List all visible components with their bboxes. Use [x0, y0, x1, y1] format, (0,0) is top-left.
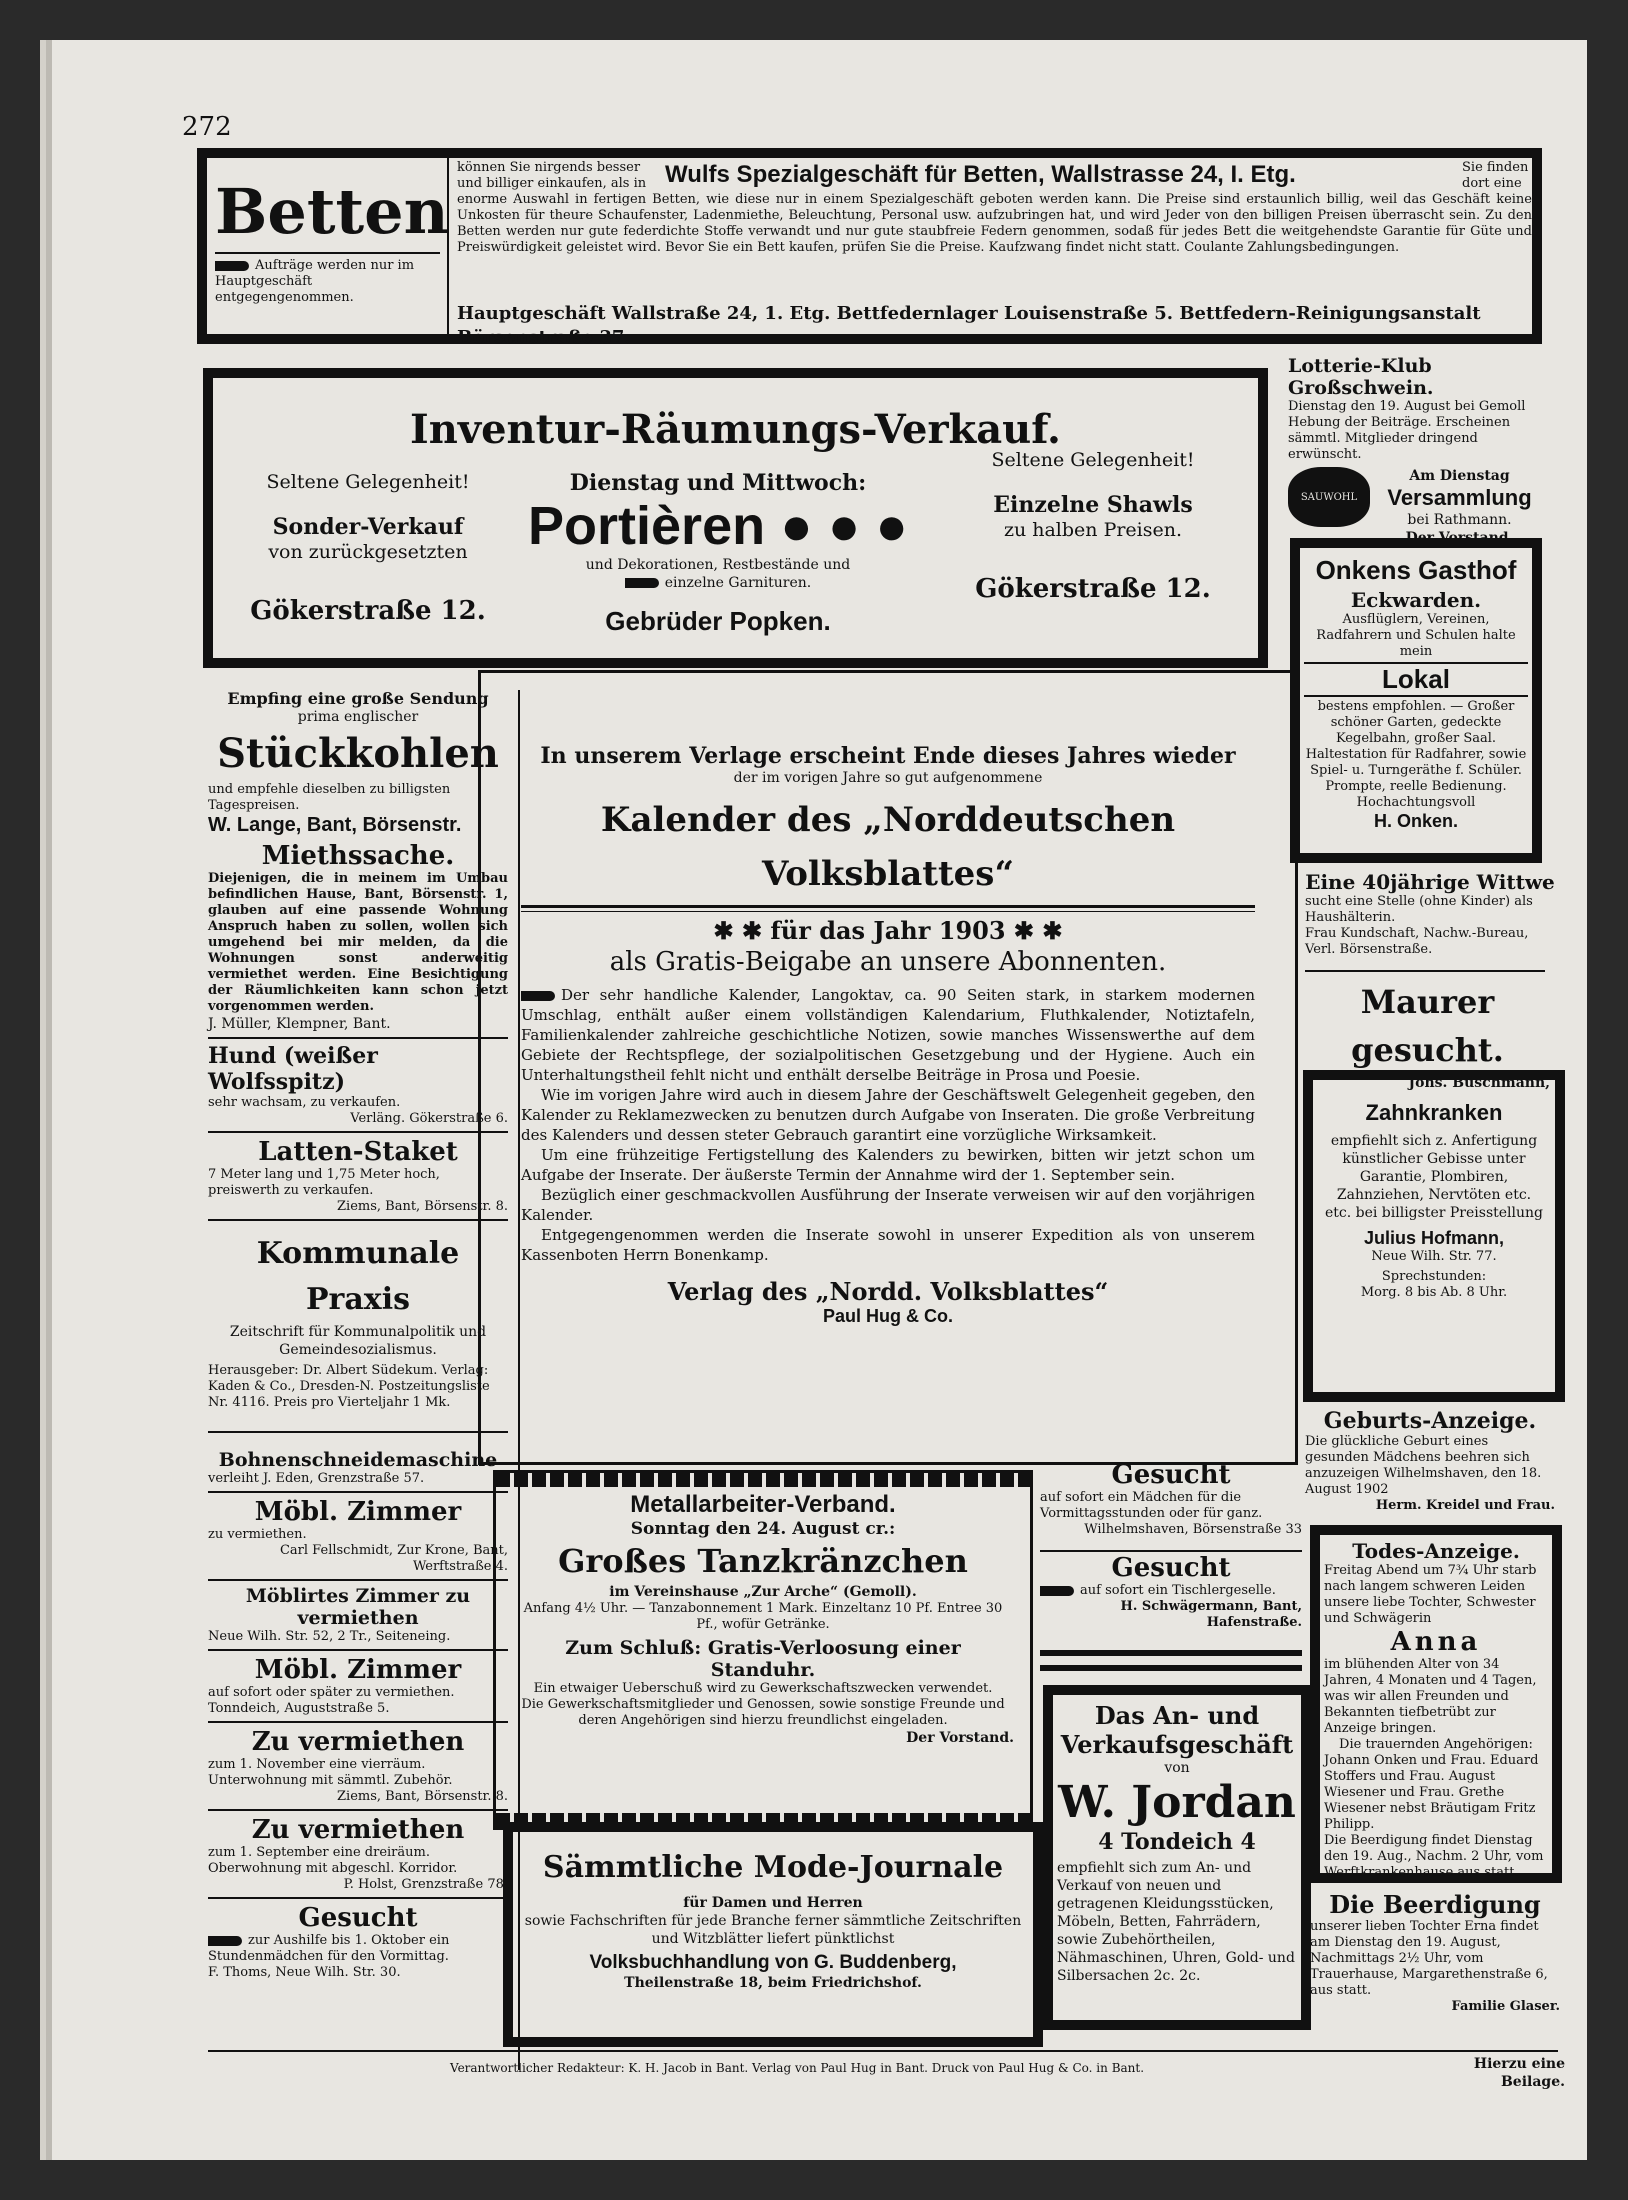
dots-ornament: ● ● ● — [780, 496, 908, 556]
moebl3-text: auf sofort oder später zu vermiethen. Tonndeich, Auguststraße 5. — [208, 1685, 455, 1716]
gesucht3-ad — [1040, 1553, 1302, 1645]
inventur-center-big: Portièren — [528, 496, 766, 556]
kohlen-text: und empfehle dieselben zu billigsten Tagespreisen. — [208, 782, 451, 813]
zahn-title: Zahnkranken — [1365, 1100, 1503, 1125]
kalender-p5: Entgegengenommen werden die Inserate sowohl in unserer Expedition als von unserem Kassenboten Herrn Bonenkamp. — [521, 1226, 1255, 1264]
pointing-hand-icon — [625, 578, 659, 588]
witwe-name: Frau Kundschaft, Nachw.-Bureau, Verl. Börsenstraße. — [1305, 926, 1529, 957]
onken-title: Onkens Gasthof — [1315, 555, 1517, 585]
miethssache-name: J. Müller, Klempner, Bant. — [208, 1016, 391, 1032]
zahn-addr: Neue Wilh. Str. 77. — [1371, 1249, 1497, 1264]
inventur-title: Inventur-Räumungs-Verkauf. — [410, 406, 1061, 453]
todes-ad — [1310, 1525, 1562, 1883]
todes-text2: im blühenden Alter von 34 Jahren, 4 Monaten und 4 Tagen, was wir allen Freunden und Bekannten tiefbetrübt zur Anzeige bringen. — [1324, 1657, 1537, 1736]
jordan-text: empfiehlt sich zum An- und Verkauf von neuen und getragenen Kleidungsstücken, Möbeln, Betten, Fahrrädern, sowie Zubehörtheilen, Nähmaschinen, Uhren, Gold- und Silbersachen 2c. 2c. — [1057, 1860, 1295, 1984]
inventur-center-top: Dienstag und Mittwoch: — [569, 470, 867, 496]
footer-text: Verantwortlicher Redakteur: K. H. Jacob in Bant. Verlag von Paul Hug in Bant. Druck von Paul Hug & Co. in Bant. — [450, 2061, 1145, 2075]
mode-title: Sämmtliche Mode-Journale — [542, 1850, 1004, 1885]
geburt-name: Herm. Kreidel und Frau. — [1375, 1498, 1555, 1513]
inventur-center-sub1: und Dekorationen, Restbestände und — [585, 557, 851, 573]
kalender-l2: der im vorigen Jahre so gut aufgenommene — [733, 770, 1043, 786]
kalender-sig: Verlag des „Nordd. Volksblattes“ — [667, 1277, 1109, 1306]
miethssache-title: Miethssache. — [261, 841, 455, 871]
inventur-right-addr: Gökerstraße 12. — [975, 574, 1211, 604]
onken-place: Eckwarden. — [1350, 588, 1482, 612]
mode-addr: Theilenstraße 18, beim Friedrichshof. — [624, 1975, 922, 1991]
onken-intro: Ausflüglern, Vereinen, Radfahrern und Schulen halte mein — [1316, 612, 1516, 659]
onken-name: H. Onken. — [1373, 811, 1458, 831]
praxis-title: Kommunale Praxis — [256, 1236, 460, 1317]
inventur-left-mid: Sonder-Verkauf — [272, 514, 464, 540]
metall-date: Sonntag den 24. August cr.: — [630, 1519, 896, 1539]
betten-lead: können Sie nirgends besser und billiger einkaufen, als in — [457, 160, 647, 191]
moebl2-title: Möblirtes Zimmer zu vermiethen — [245, 1585, 471, 1629]
jordan-name: W. Jordan — [1058, 1777, 1296, 1828]
beerdigung-text: unserer lieben Tochter Erna findet am Dienstag den 19. August, Nachmittags 2½ Uhr, vom Trauerhause, Margarethenstraße 6, aus statt. — [1310, 1919, 1548, 1998]
metall-n1: Ein etwaiger Ueberschuß wird zu Gewerkschaftszwecken verwendet. — [533, 1681, 993, 1696]
pig-logo-icon: SAUWOHL — [1288, 467, 1370, 527]
footer-right: Hierzu eine Beilage. — [1473, 2056, 1565, 2090]
pointing-hand-icon — [1040, 1586, 1074, 1596]
jordan-l1: Das An- und — [1094, 1701, 1260, 1730]
mode-firm: Volksbuchhandlung von G. Buddenberg, — [589, 1952, 957, 1973]
lotterie-title: Lotterie-Klub Großschwein. — [1288, 355, 1434, 399]
zahn-name: Julius Hofmann, — [1363, 1228, 1504, 1248]
metall-sig: Der Vorstand. — [906, 1730, 1014, 1746]
onken-lokal: Lokal — [1304, 662, 1528, 697]
kalender-title: Kalender des „Norddeutschen Volksblattes“ — [600, 800, 1176, 894]
verm1-name: Ziems, Bant, Börsenstr. 8. — [337, 1789, 508, 1804]
geburt-ad — [1305, 1408, 1555, 1523]
betten-title: Betten — [215, 175, 449, 248]
zahn-text: empfiehlt sich z. Anfertigung künstlicher Gebisse unter Garantie, Plombiren, Zahnziehen, Nervtöten etc. etc. bei billigster Preisstellung — [1324, 1133, 1543, 1221]
zahn-hours-label: Sprechstunden: — [1381, 1269, 1487, 1284]
lotterie-r4: Der Vorstand. — [1405, 530, 1514, 546]
todes-text: Freitag Abend um 7¾ Uhr starb nach langem schweren Leiden unsere liebe Tochter, Schwester und Schwägerin — [1324, 1563, 1537, 1626]
kalender-p2: Wie im vorigen Jahre wird auch in diesem Jahre der Geschäftswelt Gelegenheit gegeben, den Kalender zu Reklamezwecken zu benutzen durch Aufgabe von Inseraten. Die große Verbreitung des Kalenders und dessen steter Gebrauch garantirt eine vorzügliche Wirksamkeit. — [521, 1086, 1255, 1144]
metall-event: Großes Tanzkränzchen — [558, 1542, 968, 1580]
witwe-title: Eine 40jährige Wittwe — [1305, 870, 1555, 894]
pointing-hand-icon — [215, 261, 249, 271]
gesucht1-text: zur Aushilfe bis 1. Oktober ein Stundenmädchen für den Vormittag. — [208, 1933, 450, 1964]
moebl1-name: Carl Fellschmidt, Zur Krone, Bant, Werftstraße 4. — [279, 1543, 508, 1574]
witwe-ad — [1305, 870, 1555, 970]
witwe-text: sucht eine Stelle (ohne Kinder) als Haushälterin. — [1305, 894, 1533, 925]
mode-sub: für Damen und Herren — [683, 1895, 863, 1911]
inventur-center-sub2: einzelne Garnituren. — [664, 575, 812, 591]
page-number: 272 — [182, 112, 232, 142]
betten-right: Sie finden dort eine — [1462, 160, 1529, 191]
moebl1-text: zu vermiethen. — [208, 1527, 307, 1542]
bohnen-title: Bohnenschneidemaschine — [218, 1449, 498, 1471]
inventur-center-firm: Gebrüder Popken. — [605, 606, 831, 636]
maurer-ad — [1305, 978, 1550, 1091]
betten-text: enorme Auswahl in fertigen Betten, wie diese nur in einem Spezialgeschäft geboten werden kann. Die Preise sind erstaunlich billig, weil das Geschäft keine Unkosten für theure Schaufenster, Ladenmiethe, Beleuchtung, Personal usw. aufzubringen hat, und wird Jeder von den billigen Preisen überrascht sein. Zu den Betten werden nur gute federdichte Stoffe verwandt und nur gute staubfreie Federn genommen, sodaß für jedes Bett die weitgehendste Garantie für Güte und Preiswürdigkeit geleistet wird. Bevor Sie ein Bett kaufen, prüfen Sie die Preise. Kaufzwang findet nicht statt. Coulante Zahlungsbedingungen. — [457, 192, 1532, 255]
moebl2-text: Neue Wilh. Str. 52, 2 Tr., Seiteneing. — [208, 1629, 451, 1644]
miethssache-text: Diejenigen, die in meinem im Umbau befindlichen Hause, Bant, Börsenstr. 1, glauben auf eine passende Wohnung Anspruch haben zu sollen, wollen sich umgehend bei mir melden, da die Wohnungen sonst anderweitig vermiethet werden. Eine Besichtigung der Räumlichkeiten kann schon jetzt vorgenommen werden. — [208, 871, 508, 1014]
inventur-left-sub: von zurückgesetzten — [268, 541, 468, 563]
gesucht2-text: auf sofort ein Mädchen für die Vormittagsstunden oder für ganz. — [1040, 1490, 1263, 1521]
hund-title: Hund (weißer Wolfsspitz) — [208, 1043, 378, 1095]
pointing-hand-icon — [208, 1936, 242, 1946]
verm2-title: Zu vermiethen — [251, 1815, 465, 1845]
inventur-left-addr: Gökerstraße 12. — [250, 596, 486, 626]
kalender-l1: In unserem Verlage erscheint Ende dieses Jahres wieder — [540, 743, 1236, 769]
kalender-p3: Um eine frühzeitige Fertigstellung des Kalenders zu bewirken, bitten wir jetzt schon um Aufgabe der Inserate. Der äußerste Termin der Annahme wird der 1. September sein. — [521, 1146, 1255, 1184]
maurer-title: Maurer gesucht. — [1351, 983, 1504, 1069]
jordan-ad — [1043, 1685, 1311, 2030]
praxis-sub: Zeitschrift für Kommunalpolitik und Gemeindesozialismus. — [229, 1324, 487, 1358]
jordan-addr: 4 Tondeich 4 — [1098, 1829, 1256, 1855]
verm2-name: P. Holst, Grenzstraße 78. — [343, 1877, 508, 1892]
gesucht3-text: auf sofort ein Tischlergeselle. — [1080, 1583, 1276, 1598]
metall-end: Zum Schluß: Gratis-Verloosung einer Standuhr. — [565, 1637, 961, 1681]
todes-name: Anna — [1390, 1627, 1482, 1657]
gesucht1-name: F. Thoms, Neue Wilh. Str. 30. — [208, 1965, 401, 1980]
geburt-title: Geburts-Anzeige. — [1323, 1408, 1537, 1434]
jordan-von: von — [1164, 1760, 1190, 1776]
gesucht2-addr: Wilhelmshaven, Börsenstraße 33 — [1084, 1522, 1302, 1537]
kalender-gratis: als Gratis-Beigabe an unsere Abonnenten. — [609, 947, 1167, 977]
lotterie-r1: Am Dienstag — [1409, 468, 1510, 484]
inventur-ad — [203, 368, 1268, 668]
verm1-text: zum 1. November eine vierräum. Unterwohnung mit sämmtl. Zubehör. — [208, 1757, 453, 1788]
betten-side-note: Aufträge werden nur im Hauptgeschäft entgegengenommen. — [215, 258, 415, 305]
kohlen-l2: prima englischer — [297, 709, 419, 725]
lotterie-r2: Versammlung — [1387, 485, 1532, 510]
kohlen-name: W. Lange, Bant, Börsenstr. — [208, 814, 462, 836]
moebl3-title: Möbl. Zimmer — [254, 1655, 462, 1685]
kalender-ad — [478, 670, 1298, 1465]
inventur-right-sub: zu halben Preisen. — [1003, 519, 1183, 541]
zahn-ad — [1303, 1070, 1565, 1402]
hund-text: sehr wachsam, zu verkaufen. — [208, 1095, 401, 1110]
todes-title: Todes-Anzeige. — [1352, 1539, 1520, 1563]
lotterie-ad — [1288, 355, 1543, 546]
hund-addr: Verläng. Gökerstraße 6. — [350, 1111, 508, 1126]
betten-shop: Wulfs Spezialgeschäft für Betten, Wallstrasse 24, I. Etg. — [665, 161, 1296, 188]
beerdigung-name: Familie Glaser. — [1451, 1999, 1560, 2014]
chain-border — [496, 1473, 1030, 1487]
beerdigung-ad — [1310, 1890, 1560, 2050]
verm1-title: Zu vermiethen — [251, 1727, 465, 1757]
kalender-year: ✱ ✱ für das Jahr 1903 ✱ ✱ — [713, 916, 1063, 945]
kohlen-title: Stückkohlen — [217, 730, 499, 777]
kohlen-l1: Empfing eine große Sendung — [227, 689, 489, 708]
metall-ad — [493, 1470, 1033, 1830]
metall-title: Metallarbeiter-Verband. — [630, 1491, 896, 1518]
gesucht3-title: Gesucht — [1111, 1553, 1231, 1583]
verm2-text: zum 1. September eine dreiräum. Oberwohnung mit abgeschl. Korridor. — [208, 1845, 458, 1876]
todes-mourners: Johann Onken und Frau. Eduard Stoffers und Frau. August Wiesener und Frau. Grethe Wiesener nebst Bräutigam Fritz Philipp. — [1324, 1753, 1539, 1832]
inventur-left-top: Seltene Gelegenheit! — [266, 471, 470, 493]
lotterie-r3: bei Rathmann. — [1407, 512, 1512, 528]
zahn-hours: Morg. 8 bis Ab. 8 Uhr. — [1360, 1285, 1508, 1300]
bohnen-text: verleiht J. Eden, Grenzstraße 57. — [208, 1471, 425, 1486]
kalender-p4: Bezüglich einer geschmackvollen Ausführung der Inserate verweisen wir auf den vorjährigen Kalender. — [521, 1186, 1255, 1224]
betten-ad — [197, 148, 1542, 348]
geburt-text: Die glückliche Geburt eines gesunden Mädchens beehren sich anzuzeigen Wilhelmshaven, den 18. August 1902 — [1305, 1434, 1542, 1497]
latten-name: Ziems, Bant, Börsenstr. 8. — [337, 1199, 508, 1214]
gesucht3-name: H. Schwägermann, Bant, Hafenstraße. — [1120, 1599, 1302, 1630]
beerdigung-title: Die Beerdigung — [1329, 1890, 1541, 1919]
kalender-p1: Der sehr handliche Kalender, Langoktav, ca. 90 Seiten stark, in starkem modernen Umschlag, enthält außer einem vollständigen Kalendarium, Fluthkalender, Notiztafeln, Familienkalender zahlreiche geschichtliche Notizen, sowie manches Wissenswerthe auf dem Gebiete der Rechtspflege, der sozialpolitischen Gesetzgebung und der Hygiene. Auch ein Unterhaltungstheil fehlt nicht und enthält derselbe Beiträge in Prosa und Poesie. — [521, 986, 1255, 1084]
jordan-l2: Verkaufsgeschäft — [1060, 1730, 1294, 1759]
metall-time: Anfang 4½ Uhr. — Tanzabonnement 1 Mark. Einzeltanz 10 Pf. Entree 30 Pf., wofür Getränke. — [523, 1601, 1003, 1632]
metall-n2: Die Gewerkschaftsmitglieder und Genossen, sowie sonstige Freunde und deren Angehörigen sind hierzu freundlichst eingeladen. — [521, 1697, 1005, 1728]
gesucht2-ad — [1040, 1460, 1302, 1552]
praxis-text: Herausgeber: Dr. Albert Südekum. Verlag: Kaden & Co., Dresden-N. Postzeitungsliste Nr. 4116. Preis pro Vierteljahr 1 Mk. — [208, 1363, 490, 1410]
kalender-firm: Paul Hug & Co. — [823, 1306, 953, 1326]
betten-footer: Hauptgeschäft Wallstraße 24, 1. Etg. Bettfedernlager Louisenstraße 5. Bettfedern-Reinigungsanstalt Börsenstraße 37. — [457, 303, 1481, 348]
left-column — [208, 690, 508, 2080]
todes-end: Die Beerdigung findet Dienstag den 19. Aug., Nachm. 2 Uhr, vom Werftkrankenhause aus statt. — [1324, 1833, 1544, 1880]
maurer-name: Johs. Buschmann, — [1408, 1075, 1550, 1091]
inventur-right-top: Seltene Gelegenheit! — [991, 449, 1195, 471]
onken-text: bestens empfohlen. — Großer schöner Garten, gedeckte Kegelbahn, großer Saal. Haltestation für Radfahrer, sowie Spiel- u. Turngeräthe f. Schüler. Prompte, reelle Bedienung. — [1305, 699, 1527, 794]
gesucht2-title: Gesucht — [1111, 1460, 1231, 1490]
inventur-right-mid: Einzelne Shawls — [993, 492, 1193, 518]
mode-text: sowie Fachschriften für jede Branche ferner sämmtliche Zeitschriften und Witzblätter liefert pünktlichst — [524, 1913, 1022, 1947]
latten-title: Latten-Staket — [258, 1137, 458, 1167]
metall-place: im Vereinshause „Zur Arche“ (Gemoll). — [609, 1584, 917, 1600]
todes-mourners-label: Die trauernden Angehörigen: — [1339, 1737, 1533, 1752]
lotterie-text: Dienstag den 19. August bei Gemoll Hebung der Beiträge. Erscheinen sämmtl. Mitglieder dringend erwünscht. — [1288, 399, 1526, 462]
latten-text: 7 Meter lang und 1,75 Meter hoch, preiswerth zu verkaufen. — [208, 1167, 440, 1198]
onken-ad — [1290, 538, 1542, 863]
pointing-hand-icon — [521, 991, 555, 1001]
moebl1-title: Möbl. Zimmer — [254, 1497, 462, 1527]
onken-greet: Hochachtungsvoll — [1356, 795, 1476, 810]
gesucht1-title: Gesucht — [298, 1903, 418, 1933]
mode-ad — [503, 1822, 1043, 2047]
